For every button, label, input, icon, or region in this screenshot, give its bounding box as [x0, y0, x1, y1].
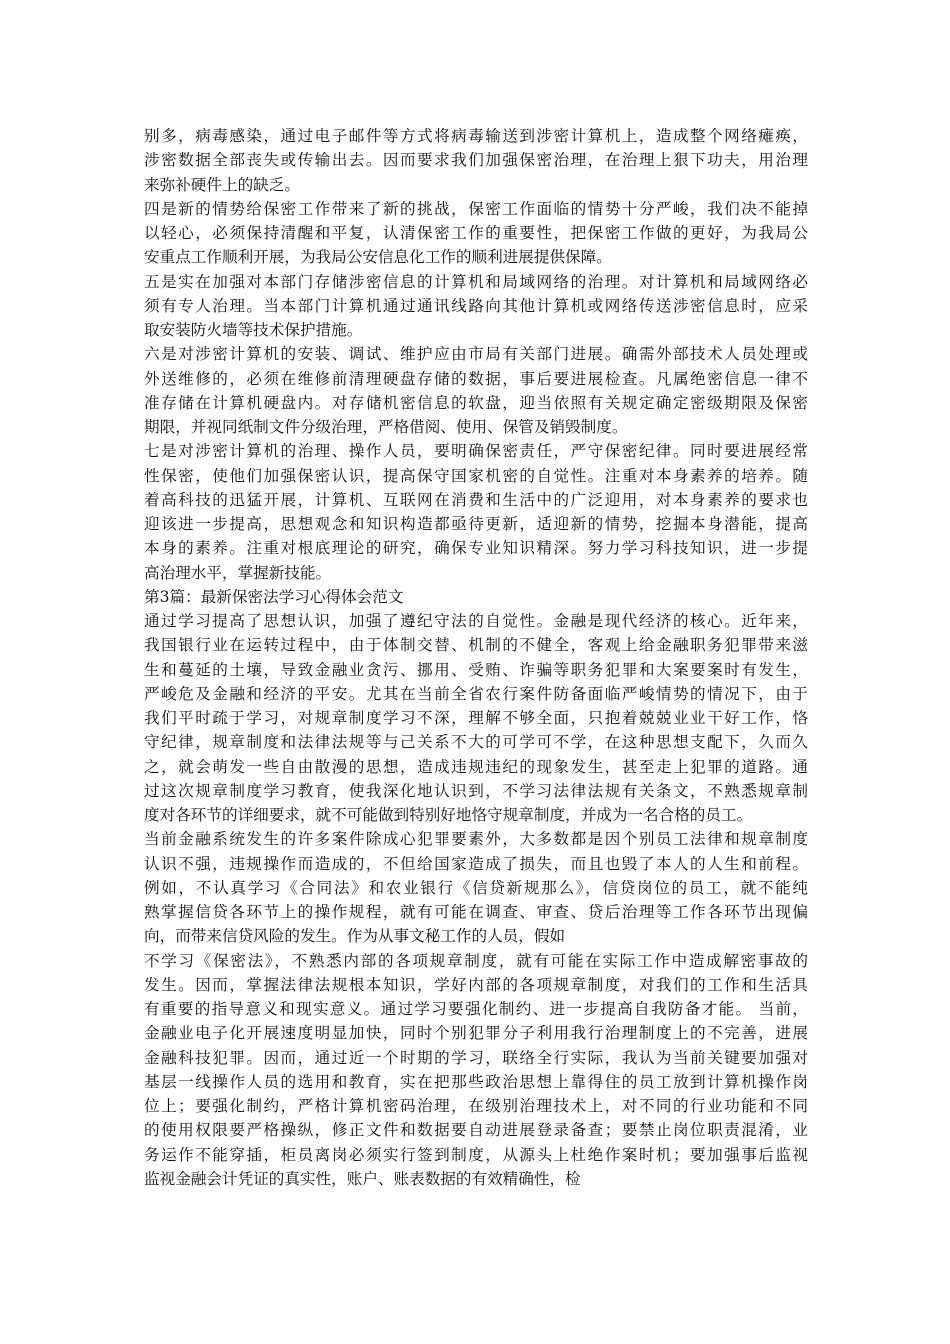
- text-line: 金融科技犯罪。因而，通过近一个时期的学习，联络全行实际，我认为当前关键要加强对: [144, 1048, 808, 1067]
- text-line: 高治理水平，掌握新技能。: [144, 563, 332, 582]
- text-line: 位上；要强化制约，严格计算机密码治理，在级别治理技术上，对不同的行业功能和不同: [144, 1097, 808, 1115]
- text-line: 本身的素养。注重对根底理论的研究，确保专业知识精深。努力学习科技知识，进一步提: [144, 539, 808, 558]
- text-line: 向，而带来信贷风险的发生。作为从事文秘工作的人员，假如: [144, 927, 566, 946]
- text-line: 期限，并视同纸制文件分级治理，严格借阅、使用、保管及销毁制度。: [144, 418, 628, 436]
- text-line: 务运作不能穿插，柜员离岗必须实行签到制度，从源头上杜绝作案时机；要加强事后监视: [144, 1145, 808, 1164]
- text-line: 之，就会萌发一些自由散漫的思想，造成违规违纪的现象发生，甚至走上犯罪的道路。通: [144, 757, 808, 776]
- text-line: 第3篇：最新保密法学习心得体会范文: [144, 587, 404, 606]
- text-line: 监视金融会计凭证的真实性，账户、账表数据的有效精确性，检: [144, 1169, 581, 1188]
- text-line: 发生。因而，掌握法律法规根本知识，学好内部的各项规章制度，对我们的工作和生活具: [144, 975, 808, 994]
- text-line: 四是新的情势给保密工作带来了新的挑战，保密工作面临的情势十分严峻，我们决不能掉: [144, 199, 808, 218]
- text-line: 例如，不认真学习《合同法》和农业银行《信贷新规那么》，信贷岗位的员工，就不能纯: [144, 878, 808, 897]
- text-line: 准存储在计算机硬盘内。对存储机密信息的软盘，迎当依照有关规定确定密级期限及保密: [144, 393, 808, 412]
- text-line: 迎该进一步提高，思想观念和知识构造都亟待更新，适迎新的情势，挖掘本身潜能，提高: [144, 515, 808, 533]
- text-line: 过这次规章制度学习教育，使我深化地认识到，不学习法律法规有关条文，不熟悉规章制: [144, 781, 808, 800]
- text-line: 性保密，使他们加强保密认识，提高保守国家机密的自觉性。注重对本身素养的培养。随: [144, 466, 808, 485]
- text-line: 七是对涉密计算机的治理、操作人员，要明确保密责任，严守保密纪律。同时要进展经常: [144, 442, 808, 461]
- text-line: 以轻心，必须保持清醒和平复，认清保密工作的重要性，把保密工作做的更好，为我局公: [144, 224, 808, 242]
- text-line: 六是对涉密计算机的安装、调试、维护应由市局有关部门进展。确需外部技术人员处理或: [144, 345, 808, 364]
- text-line: 须有专人治理。当本部门计算机通过通讯线路向其他计算机或网络传送涉密信息时，应采: [144, 296, 808, 315]
- text-line: 安重点工作顺利开展，为我局公安信息化工作的顺利进展提供保障。: [144, 248, 612, 267]
- text-line: 五是实在加强对本部门存储涉密信息的计算机和局域网络的治理。对计算机和局域网络必: [144, 272, 808, 291]
- text-line: 涉密数据全部丧失或传输出去。因而要求我们加强保密治理，在治理上狠下功夫，用治理: [144, 151, 808, 170]
- text-line: 取安装防火墙等技术保护措施。: [144, 321, 363, 339]
- text-line: 熟掌握信贷各环节上的操作规程，就有可能在调查、审查、贷后治理等工作各环节出现偏: [144, 903, 808, 921]
- text-line: 的使用权限要严格操纵，修正文件和数据要自动进展登录备查；要禁止岗位职责混淆，业: [144, 1121, 808, 1140]
- text-line: 不学习《保密法》，不熟悉内部的各项规章制度，就有可能在实际工作中造成解密事故的: [144, 951, 808, 970]
- text-line: 基层一线操作人员的选用和教育，实在把那些政治思想上靠得住的员工放到计算机操作岗: [144, 1072, 808, 1091]
- text-line: 我国银行业在运转过程中，由于体制交替、机制的不健全，客观上给金融职务犯罪带来滋: [144, 636, 808, 655]
- text-line: 认识不强，违规操作而造成的，不但给国家造成了损失，而且也毁了本人的人生和前程。: [144, 854, 808, 873]
- document-body: [144, 124, 808, 1191]
- text-line: 有重要的指导意义和现实意义。通过学习要强化制约、进一步提高自我防备才能。 当前，: [144, 1000, 808, 1018]
- text-line: 严峻危及金融和经济的平安。尤其在当前全省农行案件防备面临严峻情势的情况下，由于: [144, 684, 808, 703]
- text-line: 金融业电子化开展速度明显加快，同时个别犯罪分子利用我行治理制度上的不完善，进展: [144, 1024, 808, 1043]
- text-line: 来弥补硬件上的缺乏。: [144, 175, 300, 194]
- text-line: 别多，病毒感染，通过电子邮件等方式将病毒输送到涉密计算机上，造成整个网络瘫痪，: [144, 127, 808, 145]
- text-line: 通过学习提高了思想认识，加强了遵纪守法的自觉性。金融是现代经济的核心。近年来，: [144, 612, 808, 630]
- text-line: 着高科技的迅猛开展，计算机、互联网在消费和生活中的广泛迎用，对本身素养的要求也: [144, 490, 808, 509]
- text-line: 度对各环节的详细要求，就不可能做到特别好地恪守规章制度，并成为一名合格的员工。: [144, 806, 753, 824]
- text-line: 生和蔓延的土壤，导致金融业贪污、挪用、受贿、诈骗等职务犯罪和大案要案时有发生，: [144, 660, 808, 679]
- text-line: 外送维修的，必须在维修前清理硬盘存储的数据，事后要进展检查。凡属绝密信息一律不: [144, 369, 808, 388]
- text-line: 我们平时疏于学习，对规章制度学习不深，理解不够全面，只抱着兢兢业业干好工作，恪: [144, 709, 808, 727]
- text-line: 守纪律，规章制度和法律法规等与己关系不大的可学可不学，在这种思想支配下，久而久: [144, 733, 808, 752]
- text-line: 当前金融系统发生的许多案件除成心犯罪要素外，大多数都是因个别员工法律和规章制度: [144, 830, 808, 849]
